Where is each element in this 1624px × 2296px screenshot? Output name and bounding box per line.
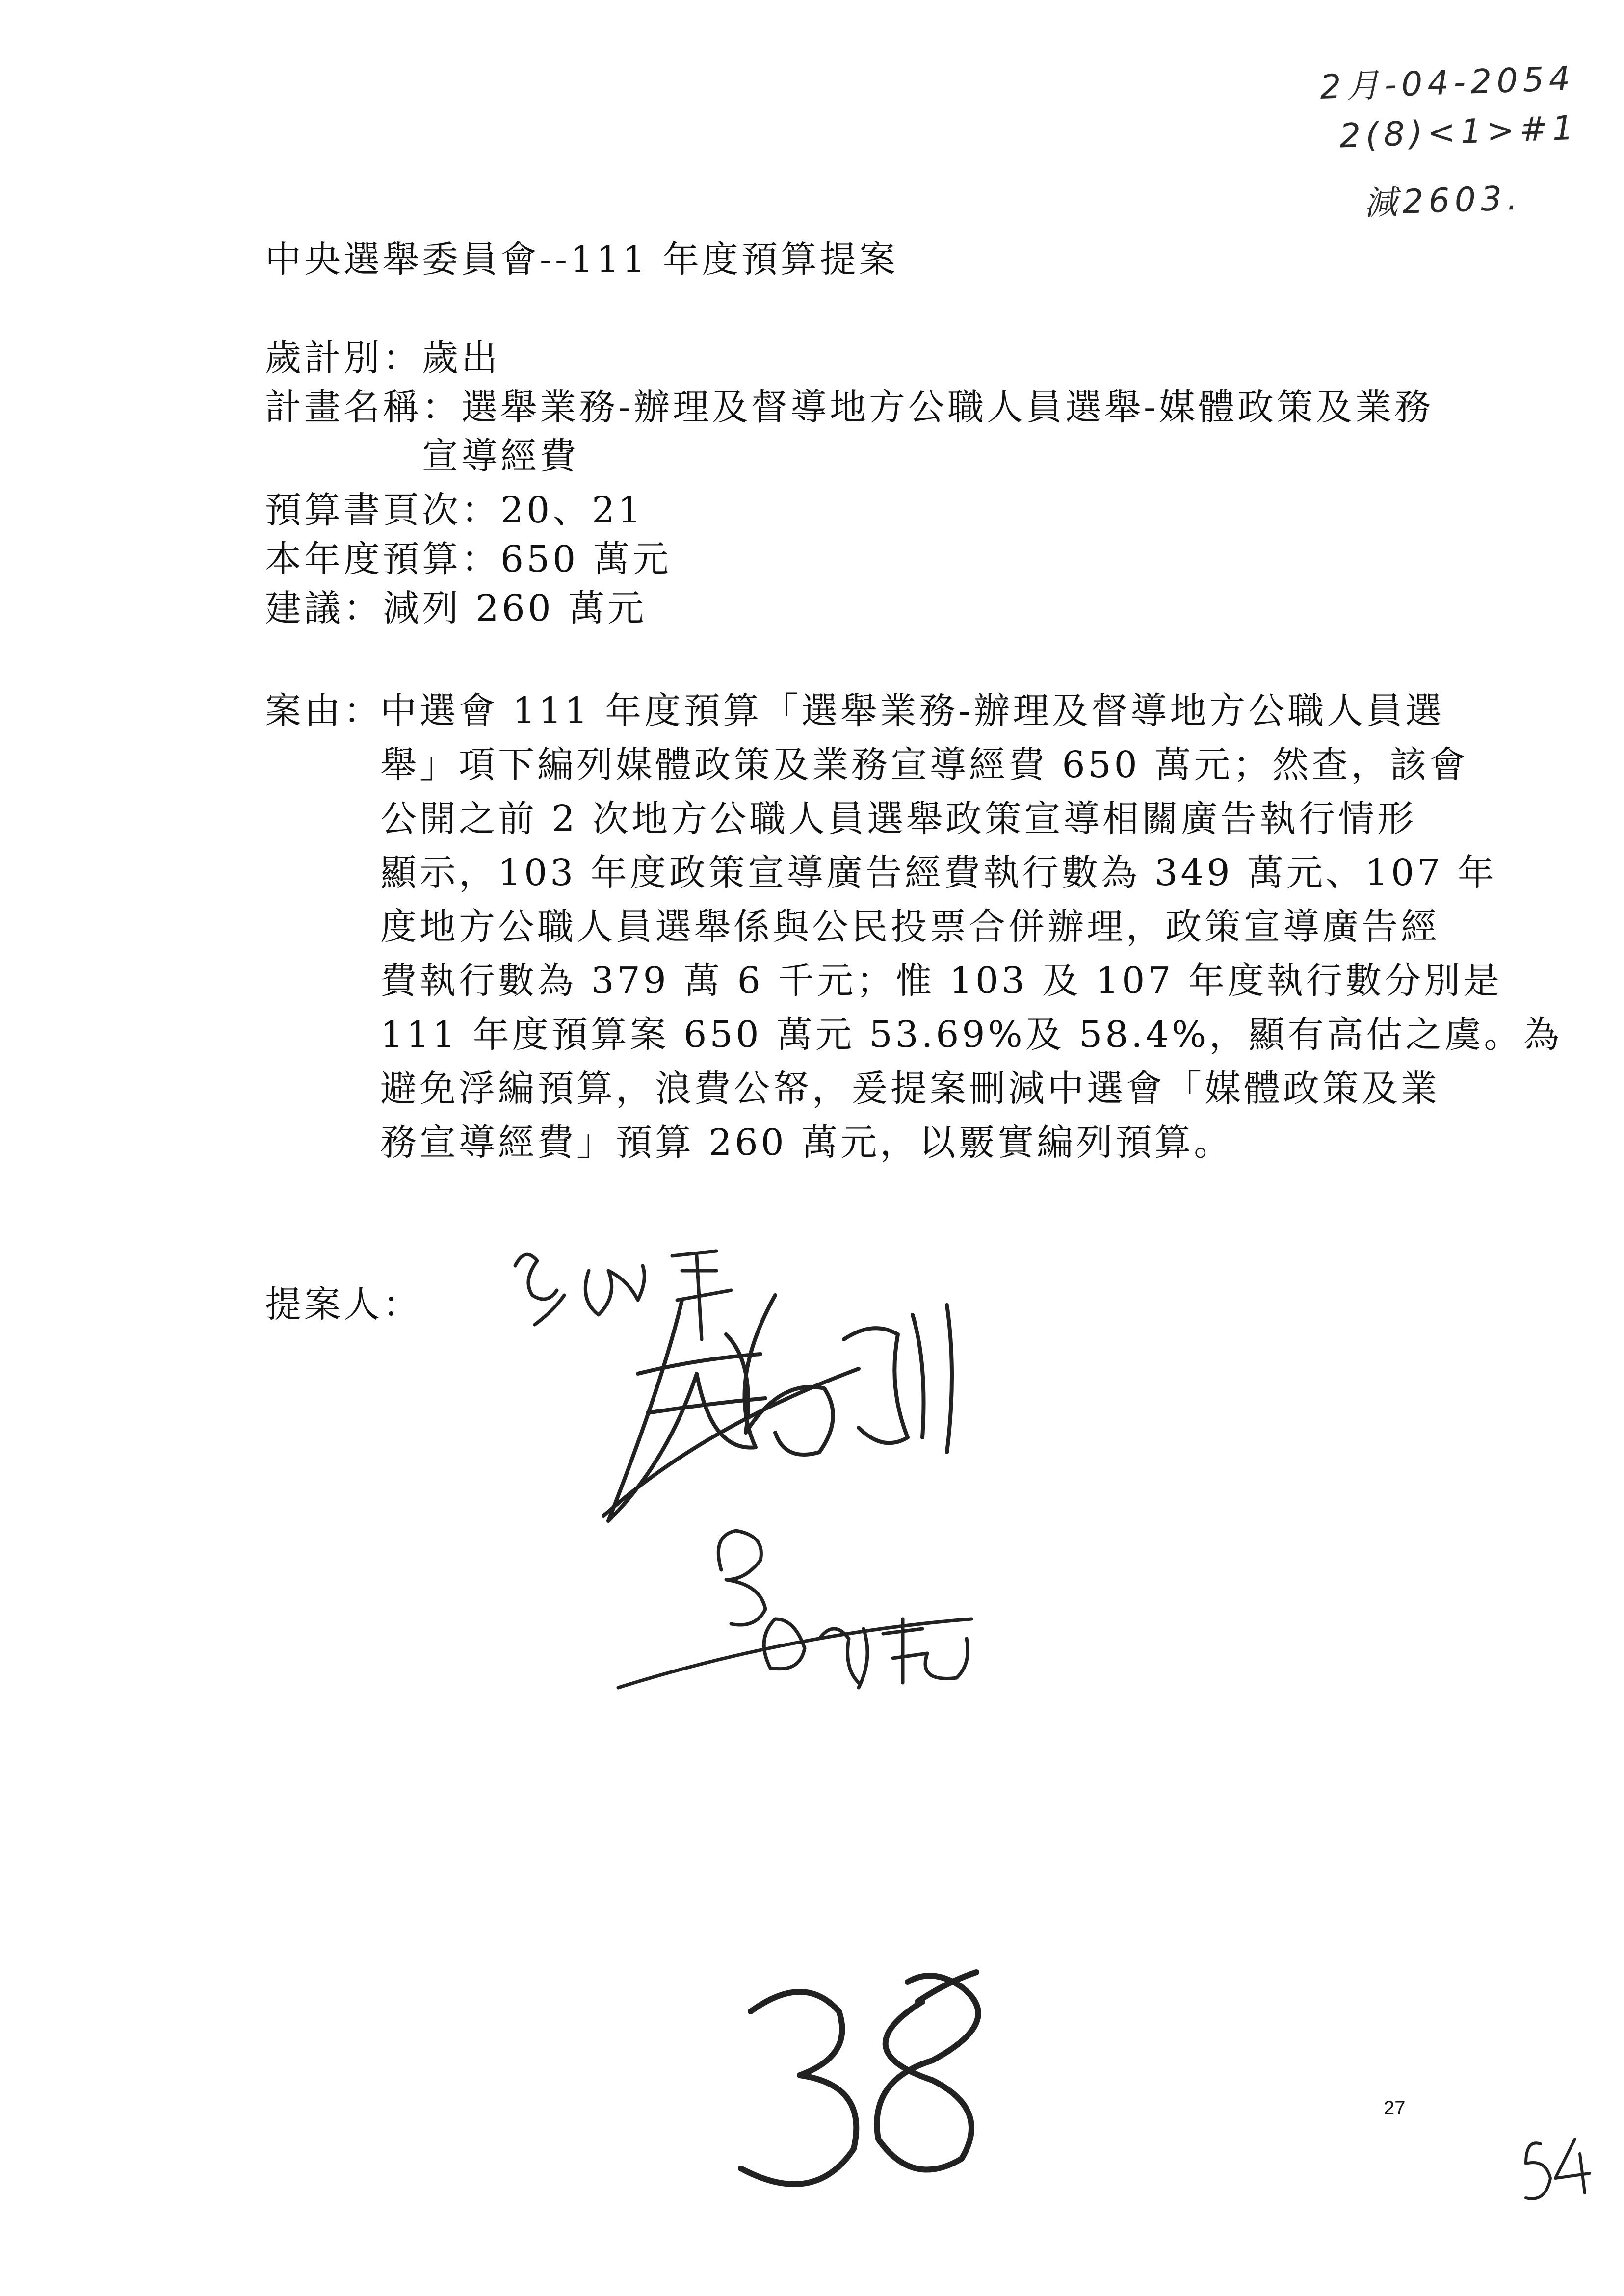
reason-line: 費執行數為 379 萬 6 千元；惟 103 及 107 年度執行數分別是	[380, 960, 1502, 1002]
reason-line: 中選會 111 年度預算「選舉業務-辦理及督導地方公職人員選	[380, 690, 1445, 732]
current-year-budget: 本年度預算：650 萬元	[265, 538, 672, 580]
document-title: 中央選舉委員會--111 年度預算提案	[265, 238, 898, 281]
reason-line: 務宣導經費」預算 260 萬元，以覈實編列預算。	[380, 1122, 1233, 1164]
corner-handwritten-54	[1526, 2139, 1590, 2199]
reason-line: 顯示，103 年度政策宣導廣告經費執行數為 349 萬元、107 年	[380, 852, 1497, 894]
reason-label: 案由：	[265, 690, 383, 732]
handwritten-reduction-note: 減2603.	[1363, 179, 1523, 223]
plan-name-continuation: 宣導經費	[422, 435, 579, 477]
reason-line: 度地方公職人員選舉係與公民投票合併辦理，政策宣導廣告經	[380, 906, 1440, 948]
proposer-label: 提案人：	[265, 1283, 422, 1326]
signature-2	[603, 1295, 952, 1521]
suggestion: 建議：減列 260 萬元	[265, 587, 647, 629]
handwritten-date-note: 2月-04-2054	[1319, 59, 1576, 107]
plan-name: 計畫名稱：選舉業務-辦理及督導地方公職人員選舉-媒體政策及業務	[265, 386, 1434, 428]
handwritten-number-38	[741, 1972, 978, 2184]
reason-line: 公開之前 2 次地方公職人員選舉政策宣導相關廣告執行情形	[380, 798, 1417, 840]
signature-1	[515, 1251, 731, 1339]
budget-category: 歲計別：歲出	[265, 337, 500, 379]
reason-line: 舉」項下編列媒體政策及業務宣導經費 650 萬元；然查，該會	[380, 744, 1469, 786]
handwritten-reference-note: 2(8)<1>#1	[1338, 108, 1579, 156]
page-number: 27	[1384, 2097, 1406, 2119]
signature-3	[618, 1531, 971, 1688]
reason-line: 避免浮編預算，浪費公帑，爰提案刪減中選會「媒體政策及業	[380, 1068, 1440, 1110]
budget-book-pages: 預算書頁次：20、21	[265, 489, 644, 531]
reason-line: 111 年度預算案 650 萬元 53.69%及 58.4%，顯有高估之虞。為	[380, 1014, 1563, 1056]
